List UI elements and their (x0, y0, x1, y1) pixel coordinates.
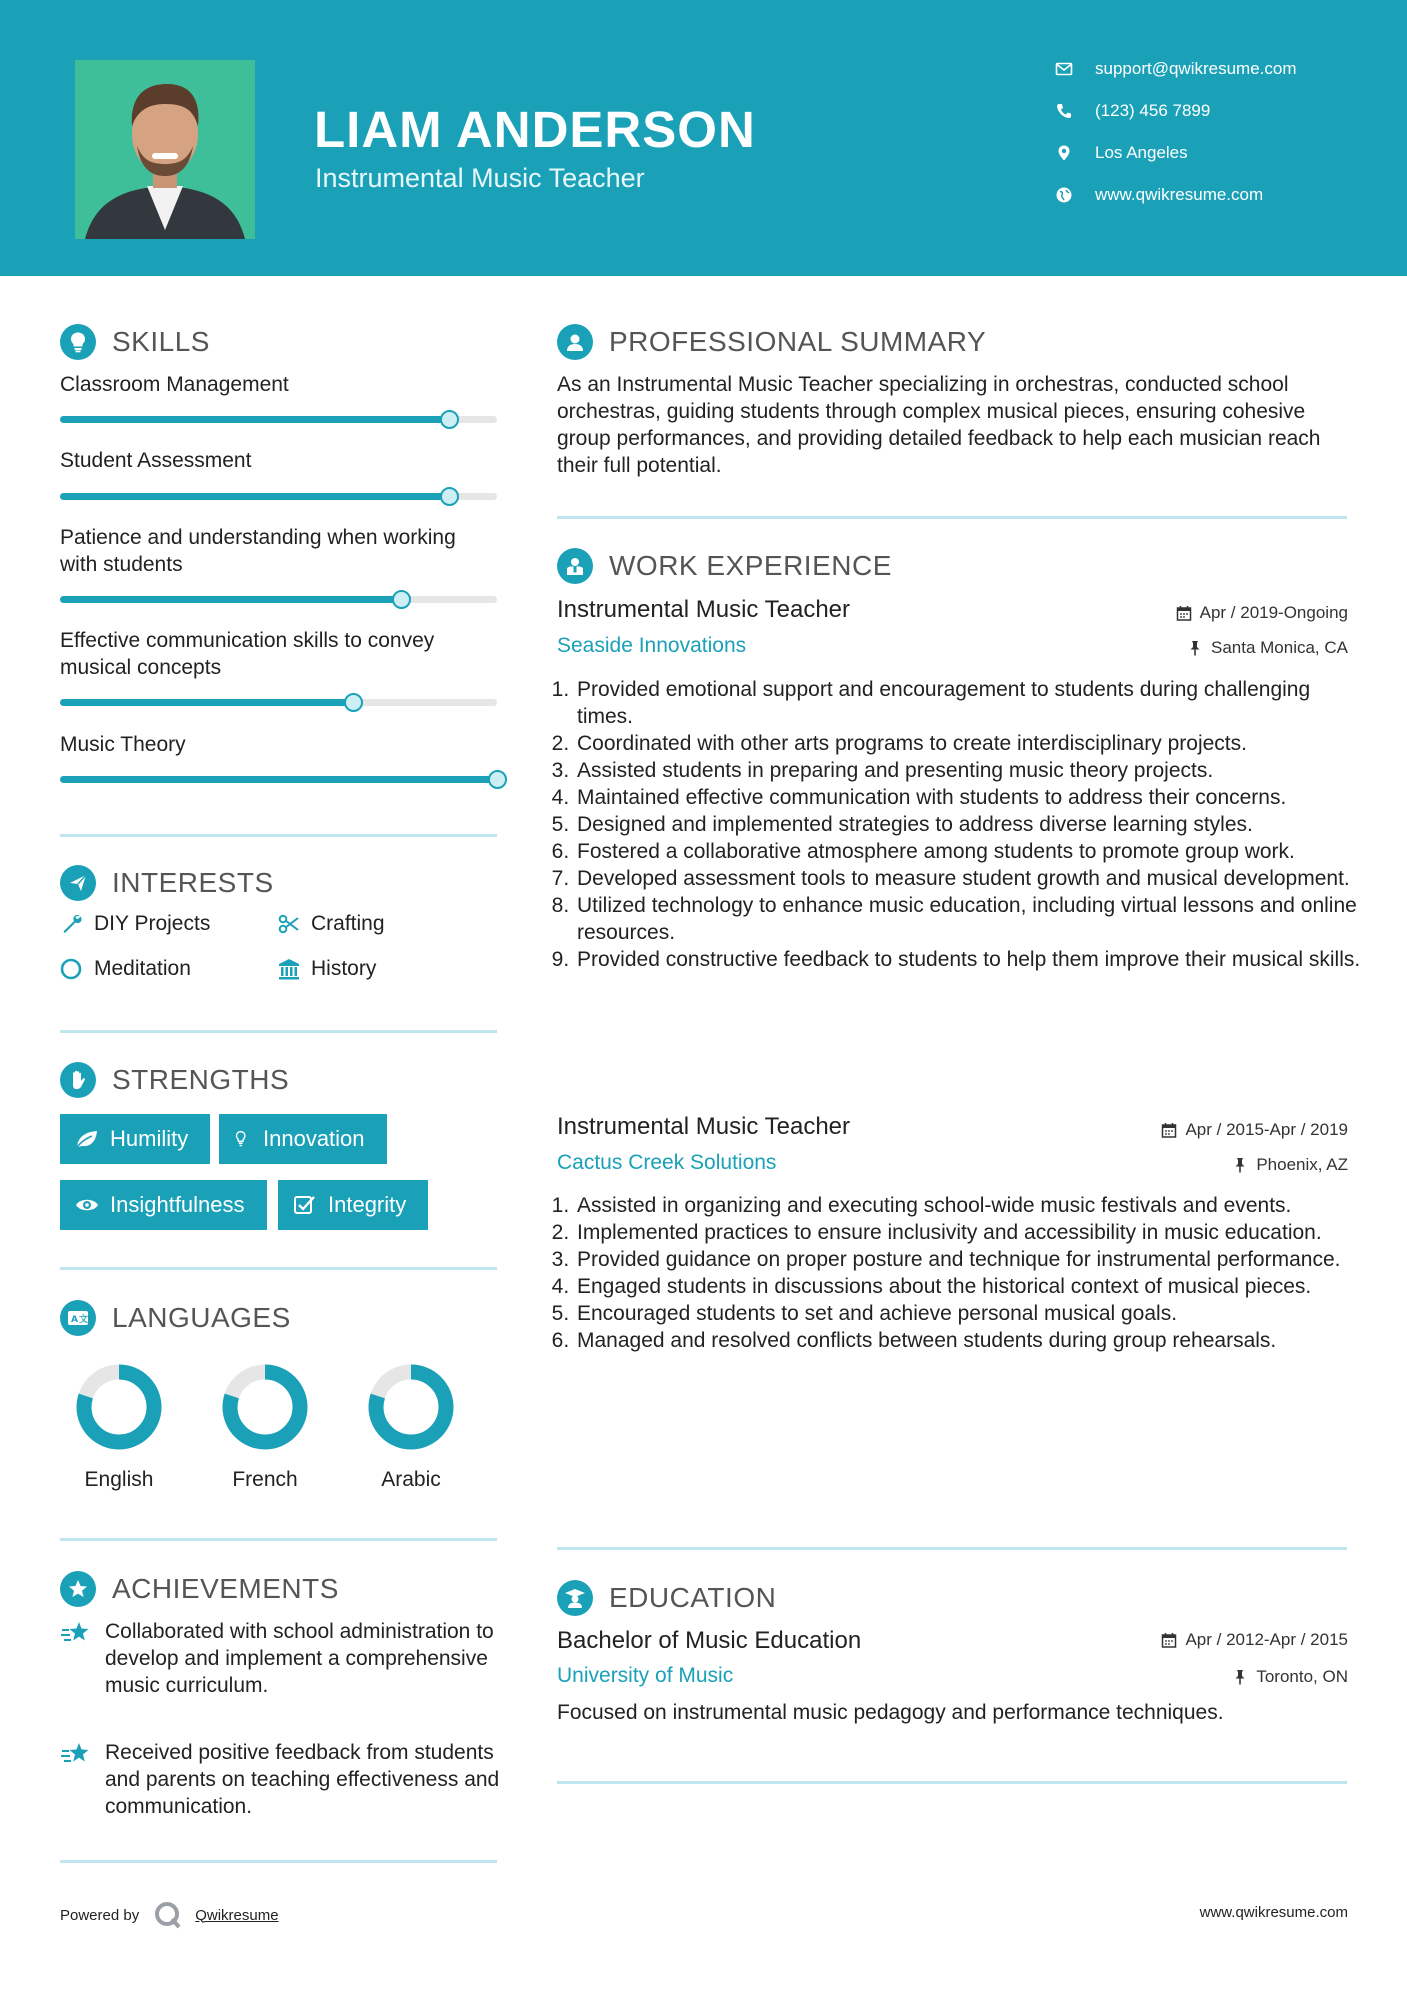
interest-item (277, 912, 385, 936)
contact-website-text: www.qwikresume.com (1095, 185, 1264, 204)
skill-level-knob (344, 693, 363, 712)
list-item: 4. Engaged students in discussions about the historical context of musical pieces. (575, 1273, 1365, 1300)
job-title: Instrumental Music Teacher (557, 1113, 851, 1140)
list-item: 3. Provided guidance on proper posture and technique for instrumental performance. (575, 1246, 1365, 1273)
section-divider (60, 1030, 497, 1033)
contact-email[interactable] (1055, 59, 1297, 79)
language-name: Arabic (381, 1468, 441, 1491)
skill-level-bar (60, 699, 497, 706)
skill-level-fill (60, 596, 401, 603)
skill-level-fill (60, 776, 497, 783)
interest-label: Meditation (94, 957, 191, 980)
skill-name: Patience and understanding when working with students (60, 526, 456, 576)
list-item: 5. Encouraged students to set and achieve personal musical goals. (575, 1300, 1365, 1327)
language-donut-chart (356, 1352, 466, 1462)
skill-level-bar (60, 776, 497, 783)
scissors-icon (277, 912, 301, 936)
strength-label: Innovation (263, 1126, 365, 1151)
interest-label: DIY Projects (94, 912, 211, 935)
candidate-name: LIAM ANDERSON (314, 101, 756, 158)
list-item: 4. Maintained effective communication with students to address their concerns. (575, 784, 1365, 811)
list-item: 9. Provided constructive feedback to students to help them improve their musical skills. (575, 946, 1365, 973)
contact-phone-text: (123) 456 7899 (1095, 101, 1211, 120)
contact-website[interactable] (1055, 185, 1263, 205)
skill-level-fill (60, 493, 449, 500)
bank-icon (277, 957, 301, 981)
section-divider (60, 1267, 497, 1270)
interest-label: Crafting (311, 912, 385, 935)
job-title: Instrumental Music Teacher (557, 596, 851, 623)
lightbulb-icon (233, 1128, 253, 1150)
check-square-icon (292, 1194, 318, 1216)
contact-phone[interactable] (1055, 101, 1210, 121)
list-item: 3. Assisted students in preparing and presenting music theory projects. (575, 757, 1365, 784)
job-dates (1161, 1120, 1348, 1140)
experience-title: WORK EXPERIENCE (609, 550, 892, 581)
footer-website[interactable]: www.qwikresume.com (1199, 1904, 1348, 1921)
interest-item (60, 957, 191, 981)
job-dates-text: Apr / 2015-Apr / 2019 (1185, 1120, 1348, 1139)
language-proficiency-donut (64, 1352, 174, 1467)
section-divider (557, 1547, 1347, 1550)
footer-powered-by (60, 1900, 279, 1930)
person-avatar-icon (75, 60, 255, 239)
envelope-icon (1055, 60, 1073, 78)
interest-item (277, 957, 376, 981)
strength-label: Integrity (328, 1192, 407, 1217)
list-item: 6. Managed and resolved conflicts between students during group rehearsals. (575, 1327, 1365, 1354)
calendar-icon (1161, 1122, 1177, 1138)
list-item: 1. Assisted in organizing and executing school-wide music festivals and events. (575, 1192, 1365, 1219)
hand-icon (60, 1062, 96, 1098)
skill-level-knob (488, 770, 507, 789)
job-location (1232, 1155, 1348, 1175)
languages-heading (60, 1300, 291, 1336)
calendar-icon (1161, 1632, 1177, 1648)
qwikresume-logo-icon (153, 1900, 183, 1930)
strength-tag (60, 1180, 267, 1230)
education-dates (1161, 1630, 1348, 1650)
interests-title: INTERESTS (112, 867, 274, 898)
interests-heading (60, 865, 274, 901)
lightbulb-icon (60, 324, 96, 360)
list-item: 7. Developed assessment tools to measure student growth and musical development. (575, 865, 1365, 892)
section-divider (557, 1781, 1347, 1784)
skill-name: Student Assessment (60, 449, 252, 472)
eye-icon (74, 1194, 100, 1216)
pushpin-icon (1232, 1669, 1248, 1685)
user-icon (557, 324, 593, 360)
achievements-heading (60, 1571, 339, 1607)
school-name[interactable]: University of Music (557, 1664, 734, 1687)
calendar-icon (1176, 605, 1192, 621)
skill-level-bar (60, 493, 497, 500)
languages-title: LANGUAGES (112, 1302, 291, 1333)
language-proficiency-donut (210, 1352, 320, 1467)
list-item: 5. Designed and implemented strategies to address diverse learning styles. (575, 811, 1365, 838)
education-description: Focused on instrumental music pedagogy and performance techniques. (557, 1701, 1224, 1724)
list-item: 1. Provided emotional support and encouragement to students during challenging times. (575, 676, 1365, 730)
list-item: 2. Implemented practices to ensure inclusivity and accessibility in music education. (575, 1219, 1365, 1246)
strength-tag (278, 1180, 428, 1230)
briefcase-user-icon (557, 548, 593, 584)
contact-email-text: support@qwikresume.com (1095, 59, 1297, 78)
pushpin-icon (1187, 640, 1203, 656)
job-dates (1176, 603, 1348, 623)
achievements-title: ACHIEVEMENTS (112, 1573, 339, 1604)
section-divider (60, 1860, 497, 1863)
skill-level-bar (60, 416, 497, 423)
shooting-star-icon (60, 1620, 92, 1648)
strength-label: Insightfulness (110, 1192, 245, 1217)
graduate-icon (557, 1580, 593, 1616)
achievement-text: Received positive feedback from students and parents on teaching effectiveness and communication. (105, 1741, 500, 1818)
section-divider (60, 834, 497, 837)
skill-name: Effective communication skills to convey musical concepts (60, 629, 435, 679)
section-divider (60, 1538, 497, 1541)
education-dates-text: Apr / 2012-Apr / 2015 (1185, 1630, 1348, 1649)
language-icon (60, 1300, 96, 1336)
candidate-title: Instrumental Music Teacher (315, 163, 645, 193)
svg-text:文: 文 (79, 1315, 89, 1325)
skill-level-knob (392, 590, 411, 609)
job-location-text: Phoenix, AZ (1256, 1155, 1348, 1174)
job-duties-list (557, 1192, 1365, 1354)
list-item: 8. Utilized technology to enhance music education, including virtual lessons and online resources. (575, 892, 1365, 946)
education-location-text: Toronto, ON (1256, 1667, 1348, 1686)
skill-level-fill (60, 699, 353, 706)
skill-level-knob (440, 410, 459, 429)
brand-link[interactable]: Qwikresume (195, 1906, 279, 1924)
job-location (1187, 638, 1348, 658)
skills-title: SKILLS (112, 326, 210, 357)
skill-name: Classroom Management (60, 373, 289, 396)
skill-level-knob (440, 487, 459, 506)
circle-icon (60, 957, 84, 981)
language-name: French (232, 1468, 298, 1491)
map-pin-icon (1055, 144, 1073, 162)
strengths-heading (60, 1062, 289, 1098)
list-item: 2. Coordinated with other arts programs to create interdisciplinary projects. (575, 730, 1365, 757)
wrench-icon (60, 912, 84, 936)
language-name: English (84, 1468, 154, 1491)
section-divider (557, 516, 1347, 519)
contact-location (1055, 143, 1188, 163)
achievement-item (60, 1739, 500, 1820)
star-badge-icon (60, 1571, 96, 1607)
job-location-text: Santa Monica, CA (1210, 638, 1348, 657)
skill-level-fill (60, 416, 449, 423)
strengths-title: STRENGTHS (112, 1064, 290, 1095)
education-heading (557, 1580, 776, 1616)
list-item: 6. Fostered a collaborative atmosphere among students to promote group work. (575, 838, 1365, 865)
strength-tag (60, 1114, 210, 1164)
contact-location-text: Los Angeles (1095, 143, 1188, 162)
language-donut-chart (64, 1352, 174, 1462)
education-location (1232, 1667, 1348, 1687)
paper-plane-icon (60, 865, 96, 901)
shooting-star-icon (60, 1741, 92, 1769)
leaf-icon (74, 1128, 100, 1150)
achievement-item (60, 1618, 500, 1699)
experience-heading (557, 548, 892, 584)
skills-heading (60, 324, 210, 360)
globe-icon (1055, 186, 1073, 204)
svg-text:A: A (71, 1315, 79, 1325)
degree-title: Bachelor of Music Education (557, 1627, 862, 1654)
summary-heading (557, 324, 986, 360)
skill-level-bar (60, 596, 497, 603)
interest-item (60, 912, 210, 936)
achievement-text: Collaborated with school administration to develop and implement a comprehensive music curriculum. (105, 1620, 494, 1697)
language-donut-chart (210, 1352, 320, 1462)
company-name[interactable]: Seaside Innovations (557, 634, 747, 657)
powered-by-text: Powered by (60, 1906, 140, 1924)
profile-photo (75, 60, 255, 239)
phone-icon (1055, 102, 1073, 120)
summary-title: PROFESSIONAL SUMMARY (609, 326, 987, 357)
skill-name: Music Theory (60, 733, 186, 756)
education-title: EDUCATION (609, 1582, 777, 1613)
job-dates-text: Apr / 2019-Ongoing (1199, 603, 1348, 622)
summary-text: As an Instrumental Music Teacher specializing in orchestras, conducted school orchestras, guiding students through complex musical pieces, ensuring cohesive group performances, and providing detailed feedback to help each musician reach their full potential. (557, 373, 1321, 477)
interest-label: History (311, 957, 377, 980)
resume-header (0, 0, 1407, 276)
strength-label: Humility (110, 1126, 189, 1151)
job-duties-list (557, 676, 1365, 973)
company-name[interactable]: Cactus Creek Solutions (557, 1151, 777, 1174)
language-proficiency-donut (356, 1352, 466, 1467)
strength-tag (219, 1114, 387, 1164)
pushpin-icon (1232, 1157, 1248, 1173)
